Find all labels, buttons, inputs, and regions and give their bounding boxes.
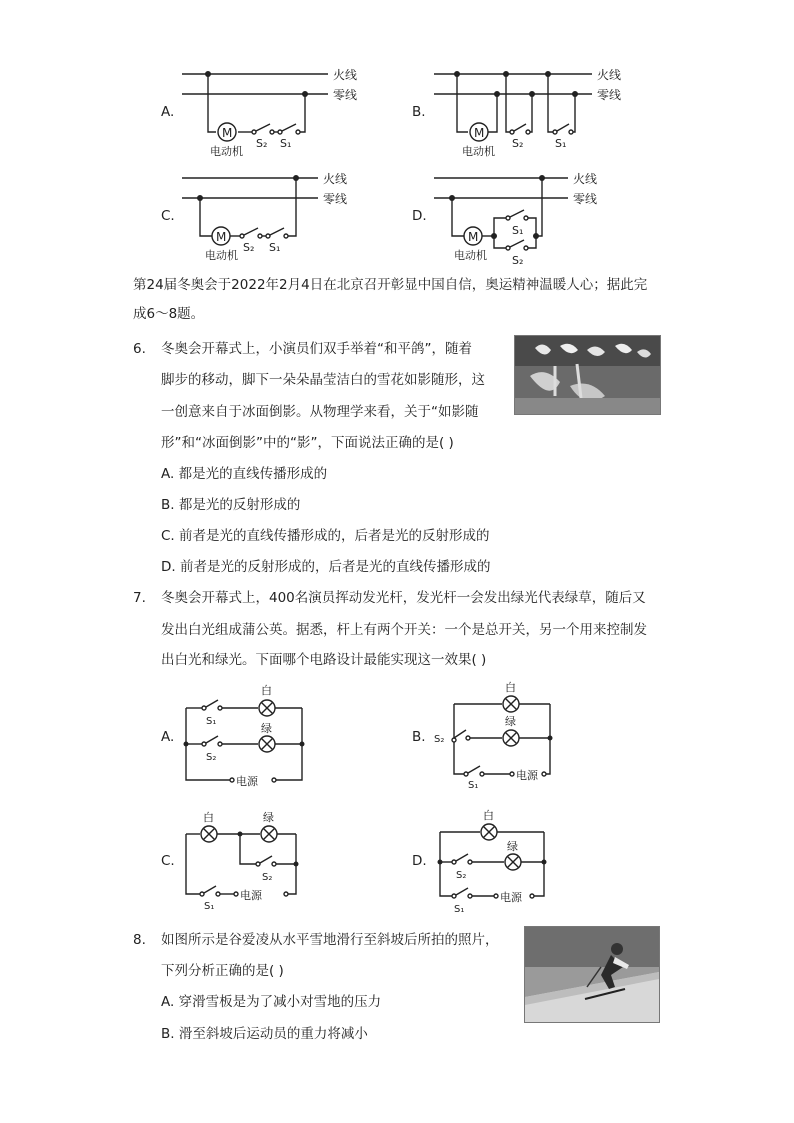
neutral-wire-label: 零线 [573,192,598,206]
live-wire-label: 火线 [597,68,622,82]
svg-text:M: M [222,126,233,140]
q7-stem-1: 冬奥会开幕式上，400名演员挥动发光杆，发光杆一会发出绿光代表绿草，随后又 [161,590,646,606]
q5-circuit-c [180,168,370,268]
neutral-wire-label: 零线 [333,88,358,102]
q8-choice-b[interactable]: B. 滑至斜坡后运动员的重力将减小 [161,1026,368,1042]
q7-stem-3: 出白光和绿光。下面哪个电路设计最能实现这一效果( ) [161,652,487,668]
q6-number: 6. [133,341,146,357]
power-label: 电源 [516,769,538,782]
motor-label: 电动机 [205,249,238,262]
s2-label: S₂ [206,752,217,763]
q5-option-d-label: D. [412,208,427,224]
q8-number: 8. [133,932,146,948]
s1-label: S₁ [454,904,465,915]
green-lamp-label: 绿 [263,811,274,824]
power-label: 电源 [500,891,522,904]
green-lamp-label: 绿 [505,715,516,728]
motor-label: 电动机 [210,145,243,158]
q7-circuit-d [432,808,562,918]
s1-label: S₁ [512,224,524,237]
motor-label: 电动机 [454,249,487,262]
s1-label: S₁ [204,901,215,912]
q5-option-c-label: C. [161,208,175,224]
s1-label: S₁ [555,137,567,150]
q5-option-b-label: B. [412,104,426,120]
intro-line-1: 第24届冬奥会于2022年2月4日在北京召开彰显中国自信，奥运精神温暖人心；据此完 [133,277,648,293]
white-lamp-label: 白 [483,809,494,822]
q6-stem-3: 一创意来自于冰面倒影。从物理学来看，关于“如影随 [161,404,479,420]
live-wire-label: 火线 [323,172,348,186]
live-wire-label: 火线 [573,172,598,186]
s2-label: S₂ [256,137,268,150]
q7-option-c-label[interactable]: C. [161,853,175,869]
s2-label: S₂ [262,872,273,883]
svg-text:M: M [474,126,485,140]
white-lamp-label: 白 [261,684,272,697]
q7-option-a-label[interactable]: A. [161,729,175,745]
q7-circuit-a [182,682,312,792]
q6-choice-c[interactable]: C. 前者是光的直线传播形成的，后者是光的反射形成的 [161,528,490,544]
q7-circuit-b [432,680,562,795]
q8-stem-1: 如图所示是谷爱凌从水平雪地滑行至斜坡后所拍的照片， [161,932,499,948]
q6-stem-2: 脚步的移动，脚下一朵朵晶莹洁白的雪花如影随形，这 [161,372,485,388]
q6-choice-a[interactable]: A. 都是光的直线传播形成的 [161,466,328,482]
s2-label: S₂ [512,254,524,267]
q6-choice-b[interactable]: B. 都是光的反射形成的 [161,497,301,513]
q6-stem-4: 形”和“冰面倒影”中的“影”，下面说法正确的是( ) [161,435,454,451]
q8-choice-a[interactable]: A. 穿滑雪板是为了减小对雪地的压力 [161,994,382,1010]
s1-label: S₁ [280,137,292,150]
q5-circuit-a [180,64,370,164]
green-lamp-label: 绿 [507,840,518,853]
white-lamp-label: 白 [505,681,516,694]
q7-option-b-label[interactable]: B. [412,729,426,745]
s1-label: S₁ [206,716,217,727]
s2-label: S₂ [434,734,445,745]
green-lamp-label: 绿 [261,722,272,735]
q6-choice-d[interactable]: D. 前者是光的反射形成的，后者是光的直线传播形成的 [161,559,491,575]
live-wire-label: 火线 [333,68,358,82]
power-label: 电源 [240,889,262,902]
q7-stem-2: 发出白光组成蒲公英。据悉，杆上有两个开关：一个是总开关，另一个用来控制发 [161,622,647,638]
s1-label: S₁ [269,241,281,254]
s2-label: S₂ [512,137,524,150]
neutral-wire-label: 零线 [323,192,348,206]
q5-option-a-label: A. [161,104,175,120]
white-lamp-label: 白 [203,811,214,824]
neutral-wire-label: 零线 [597,88,622,102]
s2-label: S₂ [243,241,255,254]
q5-circuit-b [432,64,632,164]
q7-option-d-label[interactable]: D. [412,853,427,869]
q7-number: 7. [133,590,146,606]
q8-photo-skier [524,926,660,1023]
svg-text:M: M [216,230,227,244]
motor-label: 电动机 [462,145,495,158]
s2-label: S₂ [456,870,467,881]
intro-line-2: 成6～8题。 [133,306,205,322]
q5-circuit-d [432,168,632,268]
s1-label: S₁ [468,780,479,791]
q6-photo-doves [514,335,661,415]
q6-stem-1: 冬奥会开幕式上，小演员们双手举着“和平鸽”，随着 [161,341,472,357]
q8-stem-2: 下列分析正确的是( ) [161,963,284,979]
power-label: 电源 [236,775,258,788]
svg-text:M: M [468,230,479,244]
q7-circuit-c [182,810,312,915]
